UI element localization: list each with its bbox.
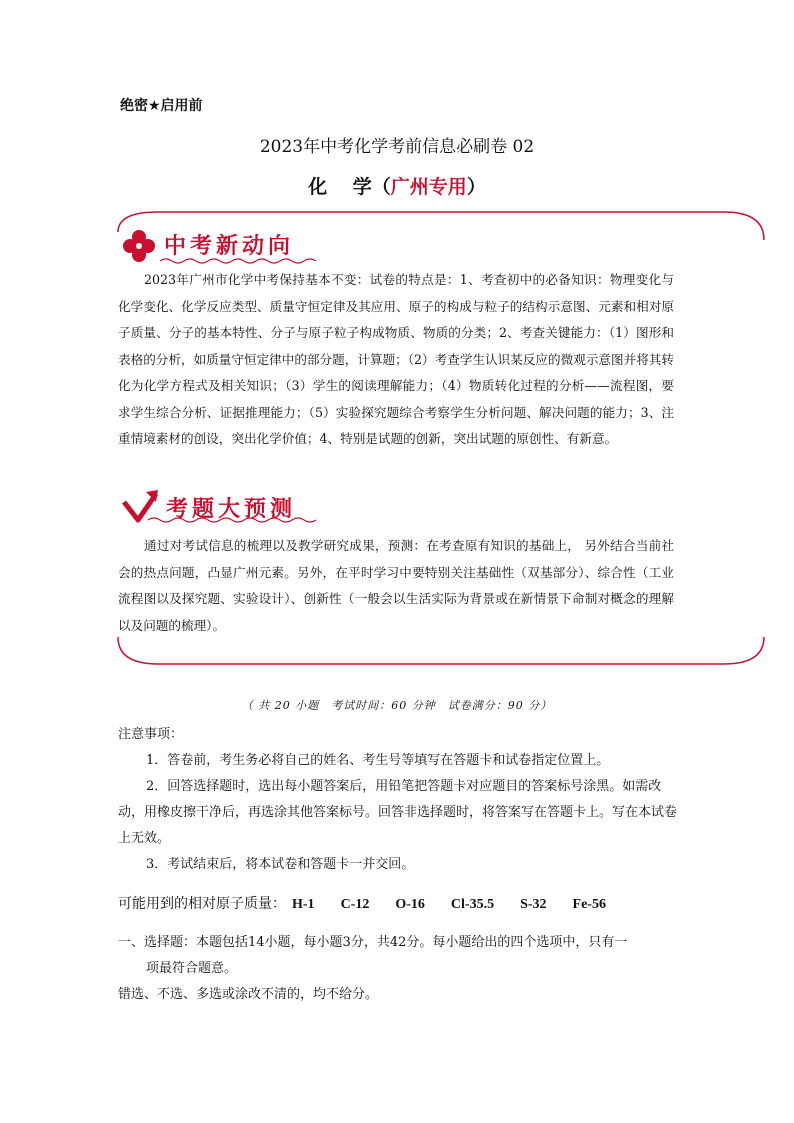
trend-arrow-icon <box>120 488 160 528</box>
confidential-label: 绝密★启用前 <box>120 98 203 114</box>
note-item-1: 1．答卷前，考生务必将自己的姓名、考生号等填写在答题卡和试卷指定位置上。 <box>146 753 610 768</box>
trend-paragraph <box>118 267 674 453</box>
clover-icon <box>122 229 156 263</box>
atomic-mass-c: C-12 <box>340 897 370 912</box>
section-one-line-1: 一、选择题：本题包括14小题，每小题3分，共42分。每小题给出的四个选项中，只有一 <box>118 935 628 950</box>
section-one-line-3: 错选、不选、多选或涂改不清的，均不给分。 <box>118 987 379 1002</box>
atomic-masses <box>118 893 606 913</box>
subtitle-region: 广州专用 <box>390 176 467 198</box>
note-item-2: 2．回答选择题时，选出每小题答案后，用铅笔把答题卡对应题目的答案标号涂黑。如需改动，用橡皮擦干净后，再选涂其他答案标号。回答非选择题时，将答案写在答题卡上。写在本试卷上无效。 <box>118 779 678 846</box>
trend-text: 2023年广州市化学中考保持基本不变：试卷的特点是：1、考查初中的必备知识：物理变化与化学变化、化学反应类型、质量守恒定律及其应用、原子的构成与粒子的结构示意图、元素和相对原子质量、分子的基本特性、分子与原子粒子构成物质、物质的分类；2、考查关键能力：（1）图形和表格的分析，如质量守恒定律中的部分题，计算题；（2）考查学生认识某反应的微观示意图并将其转化为化学方程式及相关知识；（3）学生的阅读理解能力；（4）物质转化过程的分析——流程图，要求学生综合分析、证据推理能力；（5）实验探究题综合考察学生分析问题、解决问题的能力；3、注重情境素材的创设，突出化学价值；4、特别是试题的创新，突出试题的原创性、有新意。 <box>118 272 674 446</box>
atomic-mass-o: O-16 <box>395 897 425 912</box>
section-one <box>118 930 678 1008</box>
page-title: 2023年中考化学考前信息必刷卷 02 <box>259 137 535 157</box>
notes-section <box>118 722 678 878</box>
section-one-line-2: 项最符合题意。 <box>146 961 238 976</box>
predict-text: 通过对考试信息的梳理以及教学研究成果，预测：在考查原有知识的基础上， 另外结合当前社会的热点问题，凸显广州元素。另外，在平时学习中要特别关注基础性（双基部分）、综合性（工业流程图以及探究题、实验设计）、创新性（一般会以生活实际为背景或在新情景下命制对概念的理解以及问题的梳理）。 <box>118 538 674 633</box>
subtitle-subject: 化 学（ <box>308 176 391 198</box>
atomic-mass-h: H-1 <box>292 897 315 912</box>
atomic-mass-cl: Cl-35.5 <box>450 897 495 912</box>
predict-paragraph <box>118 533 674 639</box>
notes-title: 注意事项： <box>118 727 184 742</box>
section-heading-predict: 考题大预测 <box>166 497 297 522</box>
exam-info: （ 共 20 小题 考试时间：60 分钟 试卷满分：90 分） <box>241 699 553 712</box>
atomic-masses-label: 可能用到的相对原子质量： <box>118 896 286 912</box>
subtitle-close: ） <box>466 176 486 198</box>
note-item-3: 3．考试结束后，将本试卷和答题卡一并交回。 <box>146 857 415 872</box>
section-heading-trend: 中考新动向 <box>164 234 295 259</box>
atomic-mass-s: S-32 <box>520 897 547 912</box>
atomic-mass-fe: Fe-56 <box>572 897 606 912</box>
